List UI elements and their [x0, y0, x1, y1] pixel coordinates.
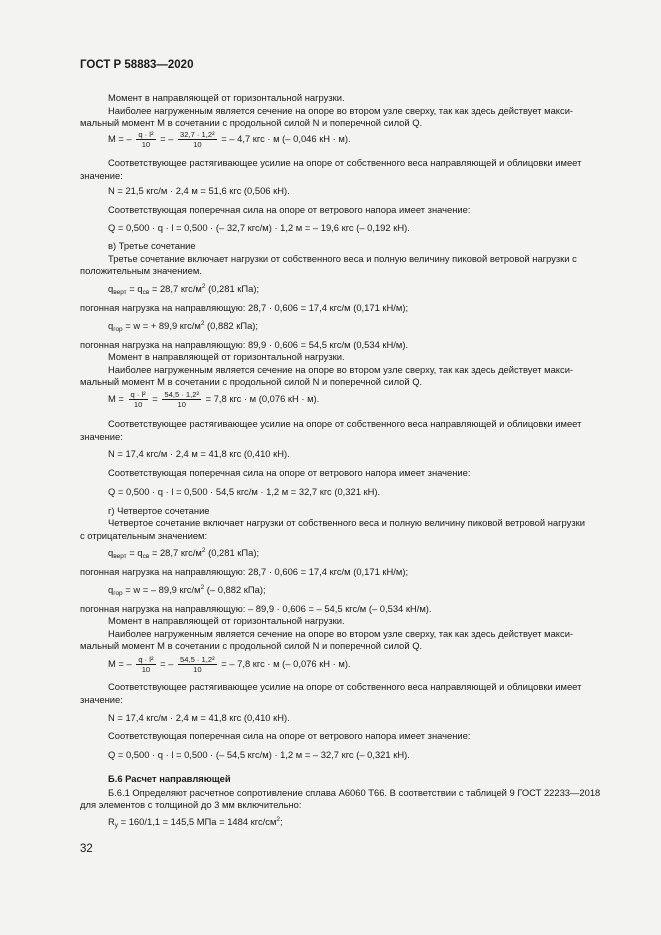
text-line: для элементов с толщиной до 3 мм включительно:	[80, 799, 302, 810]
formula-moment-2: M = $\frac{\text{q · l²}}{10}$ = $\frac{\text{54,5 · 1,2²}}{10}$ = 7,8 кгс · м (0,076 кН · м).	[108, 390, 320, 409]
text-line: мальный момент M в сочетании с продольной силой N и поперечной силой Q.	[80, 640, 423, 651]
formula-moment-1: M = – $\frac{\text{q · l²}}{10}$ = – $\frac{\text{32,7 · 1,2²}}{10}$ = – 4,7 кгс · м (– 0,046 кН · м).	[108, 130, 351, 149]
text-line: Момент в направляющей от горизонтальной нагрузки.	[108, 615, 345, 626]
formula-q-vert-1: $q_{верт} = q_{св} = 28,7$ кгс/$м^2$ (0,281 кПа);	[108, 283, 260, 296]
text-line: Третье сочетание включает нагрузки от собственного веса и полную величину пиковой ветровой нагрузки с	[108, 253, 577, 264]
text-line: погонная нагрузка на направляющую: 28,7 · 0,606 = 17,4 кгс/м (0,171 кН/м);	[80, 302, 409, 313]
section-heading: Б.6 Расчет направляющей	[108, 773, 231, 784]
text-line: мальный момент M в сочетании с продольной силой N и поперечной силой Q.	[80, 376, 423, 387]
text-line: N = 17,4 кгс/м · 2,4 м = 41,8 кгс (0,410 кН).	[108, 712, 290, 723]
text-line: Соответствующая поперечная сила на опоре от ветрового напора имеет значение:	[108, 730, 471, 741]
text-line: мальный момент M в сочетании с продольной силой N и поперечной силой Q.	[80, 117, 423, 128]
text-line: Четвертое сочетание включает нагрузки от собственного веса и полную величину пиковой ветровой нагрузки	[108, 517, 585, 528]
formula-q-vert-2: $q_{верт} = q_{св} = 28,7$ кгс/$м^2$ (0,281 кПа);	[108, 547, 260, 560]
text-line: Соответствующее растягивающее усилие на опоре от собственного веса направляющей и облицовки имеет	[108, 157, 582, 168]
document-header: ГОСТ Р 58883—2020	[80, 59, 194, 71]
text-line: значение:	[80, 170, 123, 181]
text-line: N = 21,5 кгс/м · 2,4 м = 51,6 кгс (0,506 кН).	[108, 185, 290, 196]
formula-ry: $R_y = 160/1,1 = 145,5$ МПа = 1484 кгс/$см^2$;	[108, 816, 283, 829]
text-line: Наиболее нагруженным является сечение на опоре во втором узле сверху, так как здесь действует макси-	[108, 628, 574, 639]
text-line: Момент в направляющей от горизонтальной нагрузки.	[108, 351, 345, 362]
text-line: погонная нагрузка на направляющую: – 89,9 · 0,606 = – 54,5 кгс/м (– 0,534 кН/м).	[80, 603, 432, 614]
formula-moment-3: M = – $\frac{\text{q · l²}}{10}$ = – $\frac{\text{54,5 · 1,2²}}{10}$ = – 7,8 кгс · м (– 0,076 кН · м).	[108, 655, 351, 674]
text-line: значение:	[80, 694, 123, 705]
text-line: Б.6.1 Определяют расчетное сопротивление сплава А6060 Т66. В соответствии с таблицей 9 ГОСТ 22233—2018	[108, 787, 601, 798]
text-line: Момент в направляющей от горизонтальной нагрузки.	[108, 92, 345, 103]
formula-q-hor-2: $q_{гор} = w$ = – 89,9 кгс/$м^2$ (– 0,882 кПа);	[108, 584, 266, 597]
text-line: Соответствующее растягивающее усилие на опоре от собственного веса направляющей и облицовки имеет	[108, 681, 582, 692]
text-line: Соответствующая поперечная сила на опоре от ветрового напора имеет значение:	[108, 204, 471, 215]
text-line: положительным значением.	[80, 265, 202, 276]
text-line: погонная нагрузка на направляющую: 89,9 · 0,606 = 54,5 кгс/м (0,534 кН/м).	[80, 339, 409, 350]
text-line: Наиболее нагруженным является сечение на опоре во втором узле сверху, так как здесь действует макси-	[108, 364, 574, 375]
text-line: с отрицательным значением:	[80, 530, 208, 541]
text-line: г) Четвертое сочетание	[108, 505, 210, 516]
page-number: 32	[80, 843, 93, 855]
text-line: Q = 0,500 · q · l = 0,500 · (– 32,7 кгс/м) · 1,2 м = – 19,6 кгс (– 0,192 кН).	[108, 222, 410, 233]
text-line: N = 17,4 кгс/м · 2,4 м = 41,8 кгс (0,410 кН).	[108, 448, 290, 459]
text-line: значение:	[80, 431, 123, 442]
text-line: Q = 0,500 · q · l = 0,500 · (– 54,5 кгс/м) · 1,2 м = – 32,7 кгс (– 0,321 кН).	[108, 749, 410, 760]
text-line: погонная нагрузка на направляющую: 28,7 · 0,606 = 17,4 кгс/м (0,171 кН/м);	[80, 566, 409, 577]
text-line: Наиболее нагруженным является сечение на опоре во втором узле сверху, так как здесь действует макси-	[108, 105, 574, 116]
text-line: Соответствующая поперечная сила на опоре от ветрового напора имеет значение:	[108, 467, 471, 478]
formula-q-hor-1: $q_{гор} = w$ = + 89,9 кгс/$м^2$ (0,882 кПа);	[108, 320, 259, 333]
text-line: Соответствующее растягивающее усилие на опоре от собственного веса направляющей и облицовки имеет	[108, 418, 582, 429]
text-line: в) Третье сочетание	[108, 240, 196, 251]
text-line: Q = 0,500 · q · l = 0,500 · 54,5 кгс/м · 1,2 м = 32,7 кгс (0,321 кН).	[108, 486, 381, 497]
